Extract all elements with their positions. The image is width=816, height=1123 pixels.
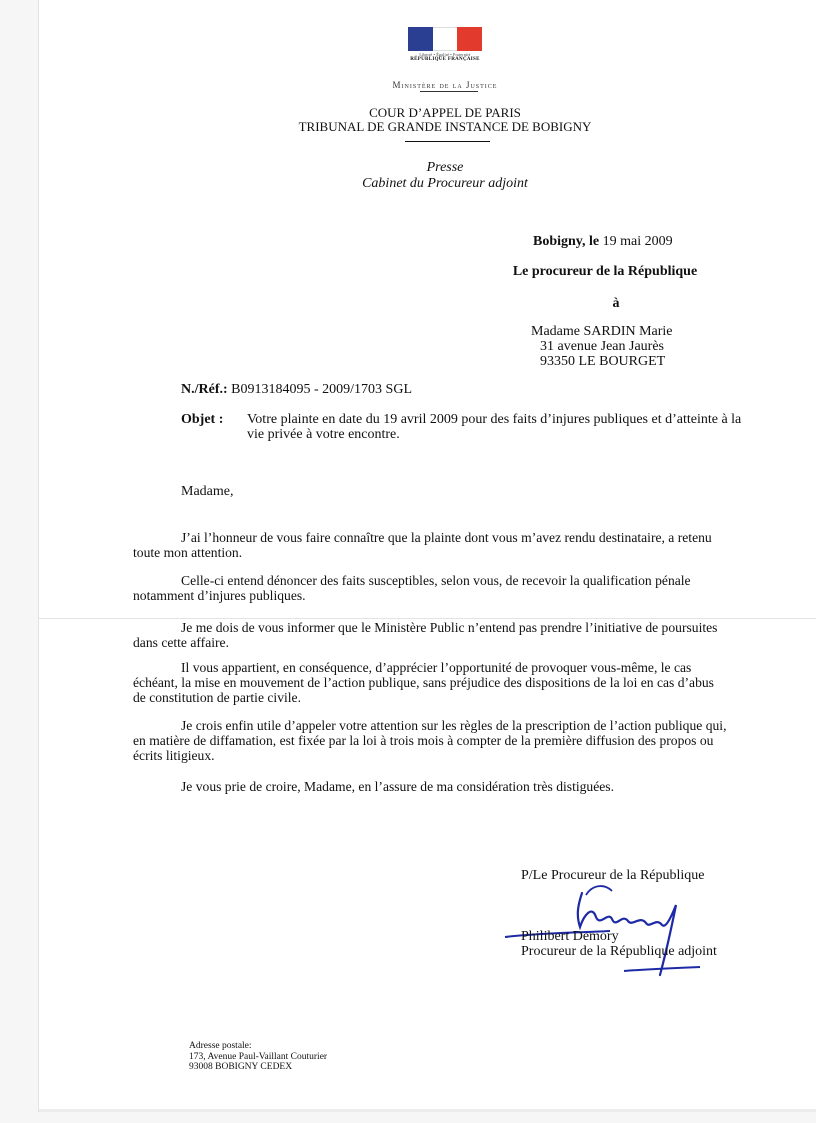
- court-divider: [405, 141, 490, 142]
- sender: Le procureur de la République: [512, 264, 698, 279]
- address-line-2: 93008 BOBIGNY CEDEX: [189, 1062, 293, 1072]
- objet-text: Votre plainte en date du 19 avril 2009 pour des faits d’injures publiques et d’atteinte à la vie privée à votre encontre.: [247, 412, 742, 442]
- court-line-1: COUR D’APPEL DE PARIS: [369, 105, 521, 120]
- signer-name: Philibert Demory: [521, 929, 619, 944]
- letter-date: [533, 234, 673, 250]
- logo-republic: RÉPUBLIQUE FRANÇAISE: [410, 57, 480, 62]
- ministry-underline: [420, 91, 478, 92]
- closing-formula: Je vous prie de croire, Madame, en l’assure de ma considération très distiguées.: [181, 779, 614, 794]
- reference-value: B0913184095 - 2009/1703 SGL: [231, 382, 412, 397]
- address-label: Adresse postale:: [189, 1041, 252, 1051]
- signer-block: [521, 929, 717, 959]
- court-line-2: TRIBUNAL DE GRANDE INSTANCE DE BOBIGNY: [298, 119, 592, 134]
- office-line-1: Presse: [426, 160, 464, 175]
- paragraph-2: Celle-ci entend dénoncer des faits susceptibles, selon vous, de recevoir la qualification pénale notamment d’injures publiques.: [133, 573, 691, 603]
- reference-label: N./Réf.:: [181, 382, 228, 397]
- office-line-2: Cabinet du Procureur adjoint: [362, 176, 528, 191]
- logo-motto: Liberté • Égalité • Fraternité: [419, 52, 471, 57]
- address-line-1: 173, Avenue Paul-Vaillant Couturier: [189, 1051, 328, 1062]
- reference-line: [181, 382, 412, 398]
- recipient-name: Madame SARDIN Marie: [531, 324, 673, 339]
- date-value: 19 mai 2009: [602, 234, 673, 249]
- signature-pl: P/Le Procureur de la République: [521, 868, 705, 883]
- date-place: Bobigny, le: [533, 234, 600, 249]
- recipient-city: 93350 LE BOURGET: [540, 354, 666, 369]
- to-word: à: [612, 296, 620, 311]
- paper-fold-line: [38, 618, 816, 619]
- paragraph-1: J’ai l’honneur de vous faire connaître que la plainte dont vous m’avez rendu destinataire, a retenu toute mon attention.: [133, 530, 712, 560]
- republique-francaise-logo: [408, 27, 482, 62]
- signer-title: Procureur de la République adjoint: [521, 944, 717, 959]
- paragraph-3: Je me dois de vous informer que le Ministère Public n’entend pas prendre l’initiative de poursuites dans cette affaire.: [133, 620, 718, 650]
- salutation: Madame,: [181, 484, 234, 499]
- recipient-street: 31 avenue Jean Jaurès: [540, 339, 665, 354]
- tricolor-flag-icon: [408, 27, 482, 51]
- paragraph-5: Je crois enfin utile d’appeler votre attention sur les règles de la prescription de l’action publique qui, en matière de diffamation, est fixée par la loi à trois mois à compter de la première diffusion des propos ou écrits litigieux.: [133, 718, 727, 763]
- office-header: [300, 160, 590, 192]
- postal-address: [189, 1041, 327, 1073]
- objet-label: Objet :: [181, 412, 224, 427]
- ministry-name: Ministère de la Justice: [392, 80, 498, 90]
- paragraph-4: Il vous appartient, en conséquence, d’apprécier l’opportunité de provoquer vous-même, le cas échéant, la mise en mouvement de l’action publique, sans préjudice des dispositions de la loi en cas d’abus de constitution de partie civile.: [133, 660, 714, 705]
- recipient-address: [531, 324, 673, 369]
- court-header: [240, 106, 650, 134]
